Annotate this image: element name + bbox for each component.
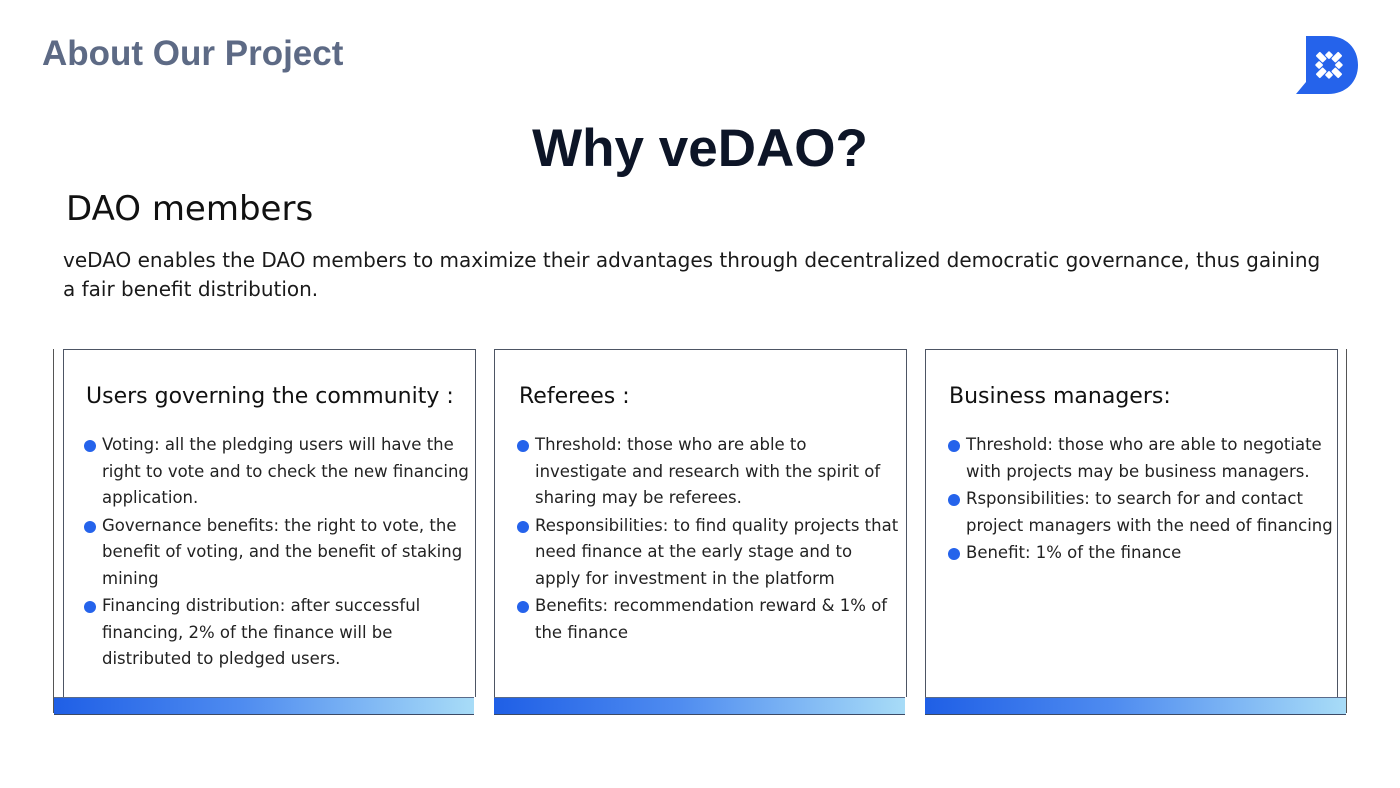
page-header-title: About Our Project	[42, 34, 344, 73]
bullet-list	[948, 432, 1333, 567]
card-bar	[494, 697, 905, 715]
bullet-dot-icon	[517, 521, 529, 533]
bullet-text: Governance benefits: the right to vote, the benefit of voting, and the benefit of staking mining	[102, 515, 463, 588]
card-bar	[54, 697, 474, 715]
main-title: Why veDAO?	[532, 119, 868, 178]
frame-right-edge	[1346, 349, 1347, 713]
bullet-item	[948, 540, 1333, 567]
bullet-text: Responsibilities: to find quality projects that need finance at the early stage and to apply for investment in the platform	[535, 515, 899, 588]
card-business-managers	[925, 349, 1338, 697]
bullet-dot-icon	[948, 494, 960, 506]
bullet-dot-icon	[84, 521, 96, 533]
bullet-text: Benefits: recommendation reward & 1% of the finance	[535, 596, 888, 642]
bullet-dot-icon	[84, 601, 96, 613]
bullet-dot-icon	[948, 440, 960, 452]
card-title: Referees :	[519, 384, 630, 409]
card-title: Business managers:	[949, 384, 1171, 409]
vedao-logo-icon	[1296, 36, 1358, 94]
bullet-dot-icon	[948, 548, 960, 560]
bullet-dot-icon	[84, 440, 96, 452]
bullet-item	[84, 432, 471, 512]
bullet-item	[517, 432, 902, 512]
frame-left-edge	[53, 349, 54, 713]
bullet-item	[948, 432, 1333, 485]
bullet-text: Financing distribution: after successful financing, 2% of the finance will be distributed to pledged users.	[102, 596, 421, 668]
card-title: Users governing the community :	[86, 384, 454, 409]
bullet-text: Threshold: those who are able to investigate and research with the spirit of sharing may be referees.	[535, 435, 881, 507]
bullet-list	[84, 432, 471, 673]
bullet-dot-icon	[517, 440, 529, 452]
bullet-item	[517, 513, 902, 593]
bullet-item	[84, 513, 471, 593]
card-users-governing	[63, 349, 476, 697]
bullet-list	[517, 432, 902, 646]
bullet-item	[84, 593, 471, 673]
bullet-item	[517, 593, 902, 646]
bullet-text: Threshold: those who are able to negotiate with projects may be business managers.	[966, 435, 1322, 481]
card-referees	[494, 349, 907, 697]
section-title: DAO members	[66, 189, 314, 229]
intro-paragraph: veDAO enables the DAO members to maximize their advantages through decentralized democratic governance, thus gaining a fair benefit distribution.	[63, 248, 1321, 301]
bullet-text: Rsponsibilities: to search for and contact project managers with the need of financing	[966, 489, 1333, 535]
bullet-dot-icon	[517, 601, 529, 613]
bullet-text: Voting: all the pledging users will have the right to vote and to check the new financing application.	[102, 435, 469, 507]
card-bar	[925, 697, 1346, 715]
bullet-item	[948, 486, 1333, 539]
bullet-text: Benefit: 1% of the finance	[966, 543, 1182, 562]
